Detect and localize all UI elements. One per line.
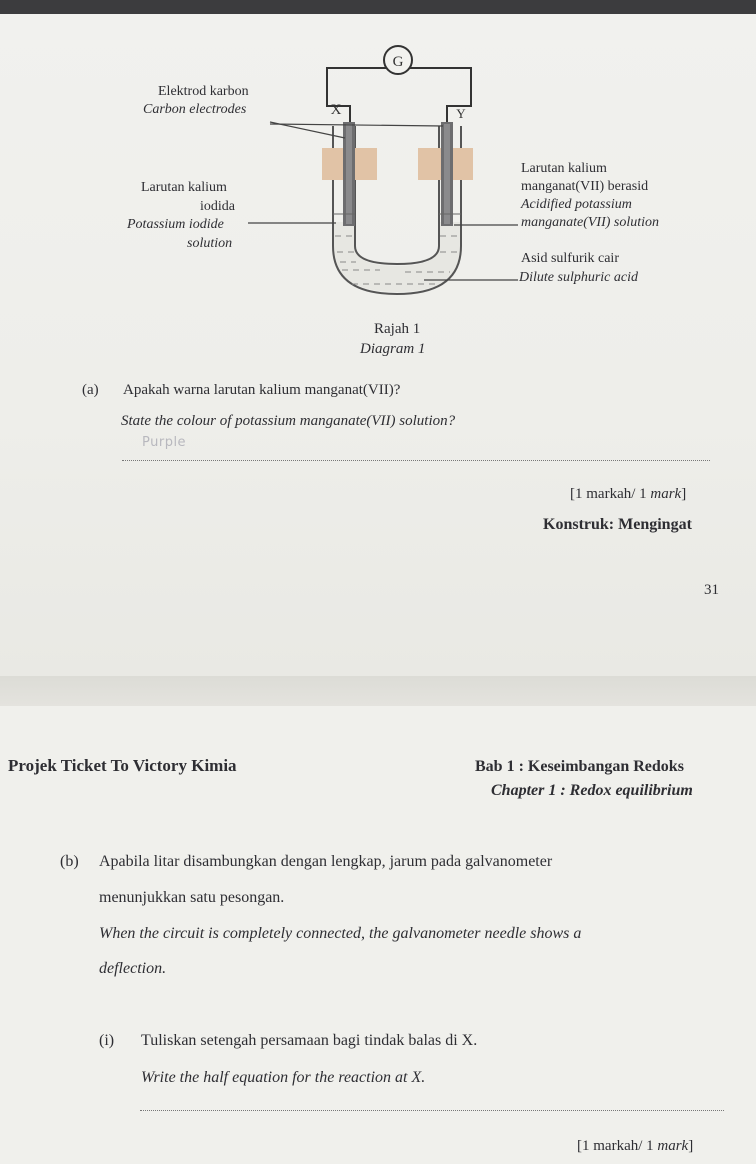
label-carbon-ms: Elektrod karbon: [158, 84, 249, 99]
marks-b-i: [1 markah/ 1 mark]: [577, 1138, 694, 1154]
sub-i-ms: Tuliskan setengah persamaan bagi tindak balas di X.: [141, 1032, 478, 1049]
label-ki-ms-1: Larutan kalium: [141, 180, 227, 195]
top-dark-edge: [0, 0, 756, 14]
question-b-label: (b): [60, 853, 79, 870]
label-ki-en-2: solution: [187, 236, 233, 251]
header-left: Projek Ticket To Victory Kimia: [8, 756, 237, 775]
page-gap: [0, 676, 756, 706]
page-31: [0, 14, 756, 676]
label-kmno4-ms-1: Larutan kalium: [521, 161, 607, 176]
caption-ms: Rajah 1: [374, 321, 421, 337]
label-acid-ms: Asid sulfurik cair: [521, 251, 619, 266]
label-ki-en-1: Potassium iodide: [127, 217, 224, 232]
wire: [327, 68, 471, 122]
header-right: Bab 1 : Keseimbangan Redoks: [475, 758, 684, 775]
page-32: [0, 706, 756, 1164]
sub-i-label: (i): [99, 1032, 115, 1049]
label-kmno4-en-2: manganate(VII) solution: [521, 215, 660, 230]
label-carbon-en: Carbon electrodes: [143, 102, 247, 117]
question-b-en-2: deflection.: [99, 960, 167, 977]
label-kmno4-ms-2: manganat(VII) berasid: [521, 179, 649, 194]
question-b-ms-1: Apabila litar disambungkan dengan lengkap, jarum pada galvanometer: [99, 853, 553, 870]
answer-line-b-i: [140, 1110, 724, 1111]
svg-text:Y: Y: [456, 106, 466, 121]
page-number: 31: [704, 582, 719, 598]
handwritten-answer: Purple: [142, 435, 187, 450]
question-a-text-en: State the colour of potassium manganate(VII) solution?: [121, 413, 456, 429]
label-acid-en: Dilute sulphuric acid: [519, 270, 638, 285]
label-ki-ms-2: iodida: [200, 199, 235, 214]
question-a-label: (a): [82, 382, 99, 398]
u-tube-liquid: [333, 222, 461, 292]
question-a-text-ms: Apakah warna larutan kalium manganat(VII)?: [123, 382, 401, 398]
sub-i-en: Write the half equation for the reaction at X.: [141, 1069, 426, 1086]
question-b-ms-2: menunjukkan satu pesongan.: [99, 889, 285, 906]
svg-text:X: X: [330, 102, 342, 118]
svg-text:G: G: [392, 54, 404, 70]
answer-line-a: [122, 460, 710, 461]
marks-a: [1 markah/ 1 mark]: [570, 486, 687, 502]
header-right-en: Chapter 1 : Redox equilibrium: [491, 782, 693, 799]
construct-label: Konstruk: Mengingat: [543, 516, 692, 533]
caption-en: Diagram 1: [360, 341, 426, 357]
u-tube-inner: [355, 126, 439, 264]
question-b-en-1: When the circuit is completely connected, the galvanometer needle shows a: [99, 925, 582, 942]
label-kmno4-en-1: Acidified potassium: [521, 197, 632, 212]
electrolysis-diagram: [0, 14, 756, 334]
